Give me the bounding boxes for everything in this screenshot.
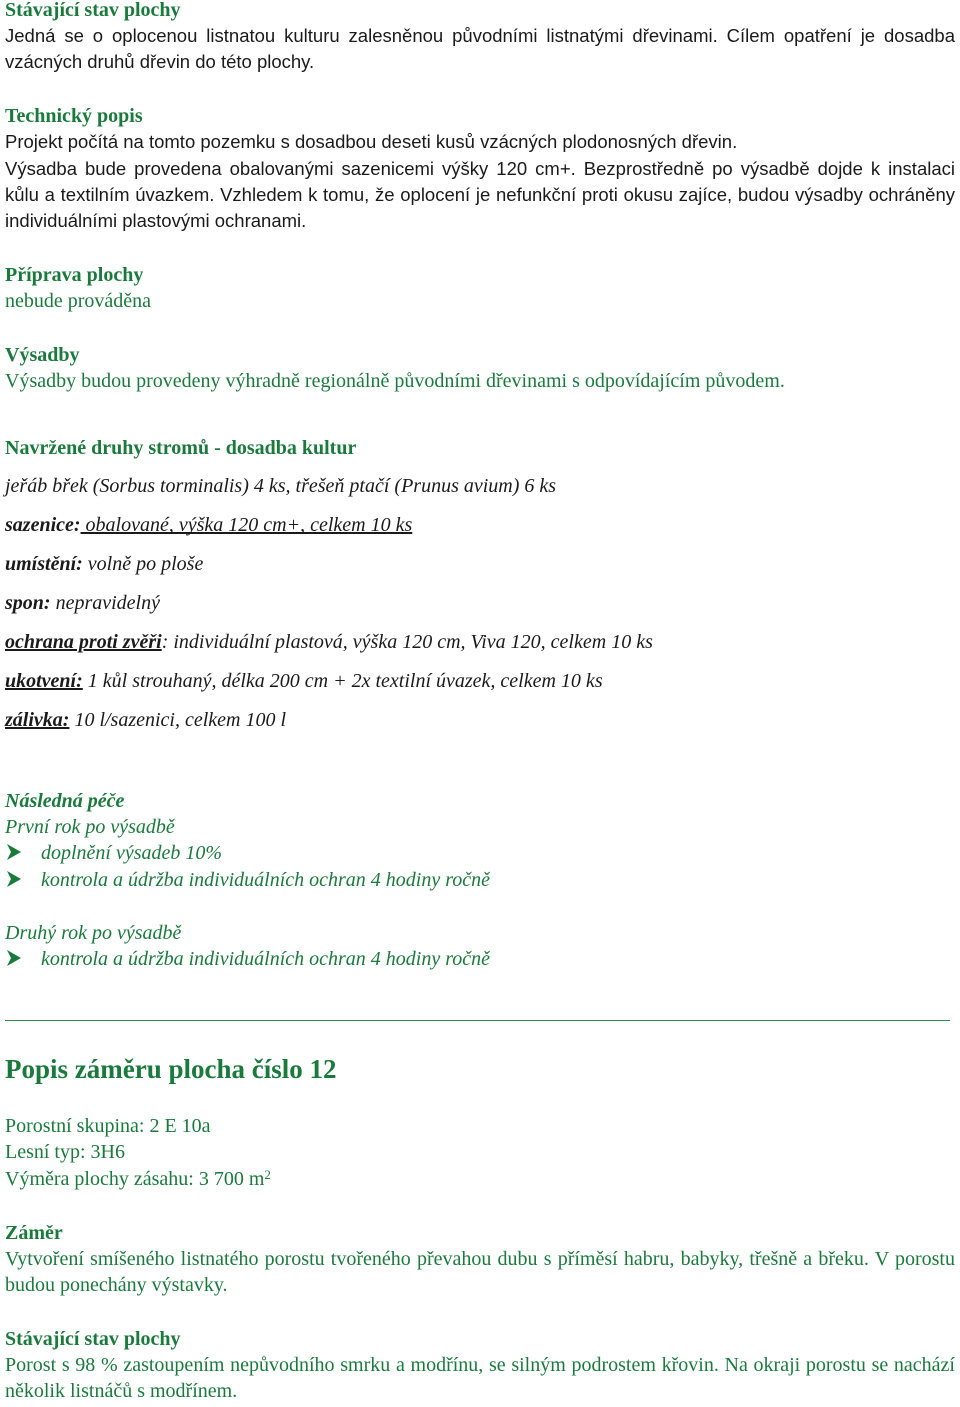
stav-text: Jedná se o oplocenou listnatou kulturu zalesněnou původními listnatými dřevinami. Cílem opatření je dosadba vzácných druhů dřevin do této plochy. bbox=[5, 25, 955, 72]
zamer-text: Vytvoření smíšeného listnatého porostu tvořeného převahou dubu s příměsí habru, babyky, třešně a břeku. V porostu budou ponechány výstavky. bbox=[5, 1248, 955, 1296]
tech-text: Výsadba bude provedena obalovanými sazenicemi výšky 120 cm+. Bezprostředně po výsadbě dojde k instalaci kůlu a textilním úvazkem. Vzhledem k tomu, že oplocení je nefunkční proti okusu zajíce, budou výsadby ochráněny individuálními plastovými ochranami. bbox=[5, 158, 955, 231]
spec-zalivka bbox=[5, 707, 955, 733]
spec-label: umístění: bbox=[5, 553, 83, 575]
section-title: Popis záměru plocha číslo 12 bbox=[5, 1054, 337, 1084]
spec-sazenice bbox=[5, 512, 955, 538]
zamer-heading: Záměr bbox=[5, 1222, 63, 1244]
spec-spon bbox=[5, 590, 955, 616]
spec-ukotveni bbox=[5, 668, 955, 694]
spec-ochrana bbox=[5, 629, 955, 655]
vymera-sup: 2 bbox=[264, 1167, 271, 1182]
spec-value: nepravidelný bbox=[50, 592, 160, 614]
spec-label: sazenice: bbox=[5, 514, 81, 536]
druhy-text: jeřáb břek (Sorbus torminalis) 4 ks, třešeň ptačí (Prunus avium) 6 ks bbox=[5, 475, 557, 497]
list-item bbox=[5, 867, 490, 893]
vysadby-text: Výsadby budou provedeny výhradně regionálně původními dřevinami s odpovídajícím původem. bbox=[5, 370, 785, 392]
list-item bbox=[5, 946, 490, 972]
arrow-bullet-icon bbox=[5, 840, 41, 866]
priprava-text: nebude prováděna bbox=[5, 290, 152, 312]
arrow-bullet-icon bbox=[5, 946, 41, 972]
tech-heading: Technický popis bbox=[5, 105, 143, 127]
stav2-text: Porost s 98 % zastoupením nepůvodního smrku a modřínu, se silným podrostem křovin. Na okraji porostu se nachází několik listnáčů s modřínem. bbox=[5, 1354, 955, 1402]
druhy-heading: Navržené druhy stromů - dosadba kultur bbox=[5, 437, 357, 459]
vymera-text: Výměra plochy zásahu: 3 700 m bbox=[5, 1168, 265, 1190]
spec-label: zálivka: bbox=[5, 709, 70, 731]
spec-umisteni bbox=[5, 551, 955, 577]
porostni-skupina: Porostní skupina: 2 E 10a bbox=[5, 1115, 211, 1137]
spec-value: 10 l/sazenici, celkem 100 l bbox=[69, 709, 287, 731]
spec-label: ochrana proti zvěři bbox=[5, 631, 162, 653]
stav2-heading: Stávající stav plochy bbox=[5, 1328, 181, 1350]
spec-value: 1 kůl strouhaný, délka 200 cm + 2x textilní úvazek, celkem 10 ks bbox=[82, 670, 603, 692]
pece-heading: Následná péče bbox=[5, 790, 125, 812]
tech-line1: Projekt počítá na tomto pozemku s dosadbou deseti kusů vzácných plodonosných dřevin. bbox=[5, 131, 738, 152]
list-item-text: kontrola a údržba individuálních ochran 4 hodiny ročně bbox=[41, 948, 491, 970]
section-divider bbox=[5, 1020, 950, 1021]
stav-heading: Stávající stav plochy bbox=[5, 0, 181, 21]
list-item-text: kontrola a údržba individuálních ochran 4 hodiny ročně bbox=[41, 869, 491, 891]
year2-label: Druhý rok po výsadbě bbox=[5, 922, 182, 944]
lesni-typ: Lesní typ: 3H6 bbox=[5, 1141, 125, 1163]
spec-label: spon: bbox=[5, 592, 51, 614]
year1-label: První rok po výsadbě bbox=[5, 816, 175, 838]
spec-value: volně po ploše bbox=[82, 553, 204, 575]
list-item bbox=[5, 840, 222, 866]
vymera-plochy bbox=[5, 1166, 955, 1192]
spec-label: ukotvení: bbox=[5, 670, 83, 692]
spec-value: obalované, výška 120 cm+, celkem 10 ks bbox=[80, 514, 413, 536]
priprava-heading: Příprava plochy bbox=[5, 264, 144, 286]
spec-value: : individuální plastová, výška 120 cm, Viva 120, celkem 10 ks bbox=[161, 631, 653, 653]
arrow-bullet-icon bbox=[5, 867, 41, 893]
vysadby-heading: Výsadby bbox=[5, 344, 80, 366]
list-item-text: doplnění výsadeb 10% bbox=[41, 842, 223, 864]
